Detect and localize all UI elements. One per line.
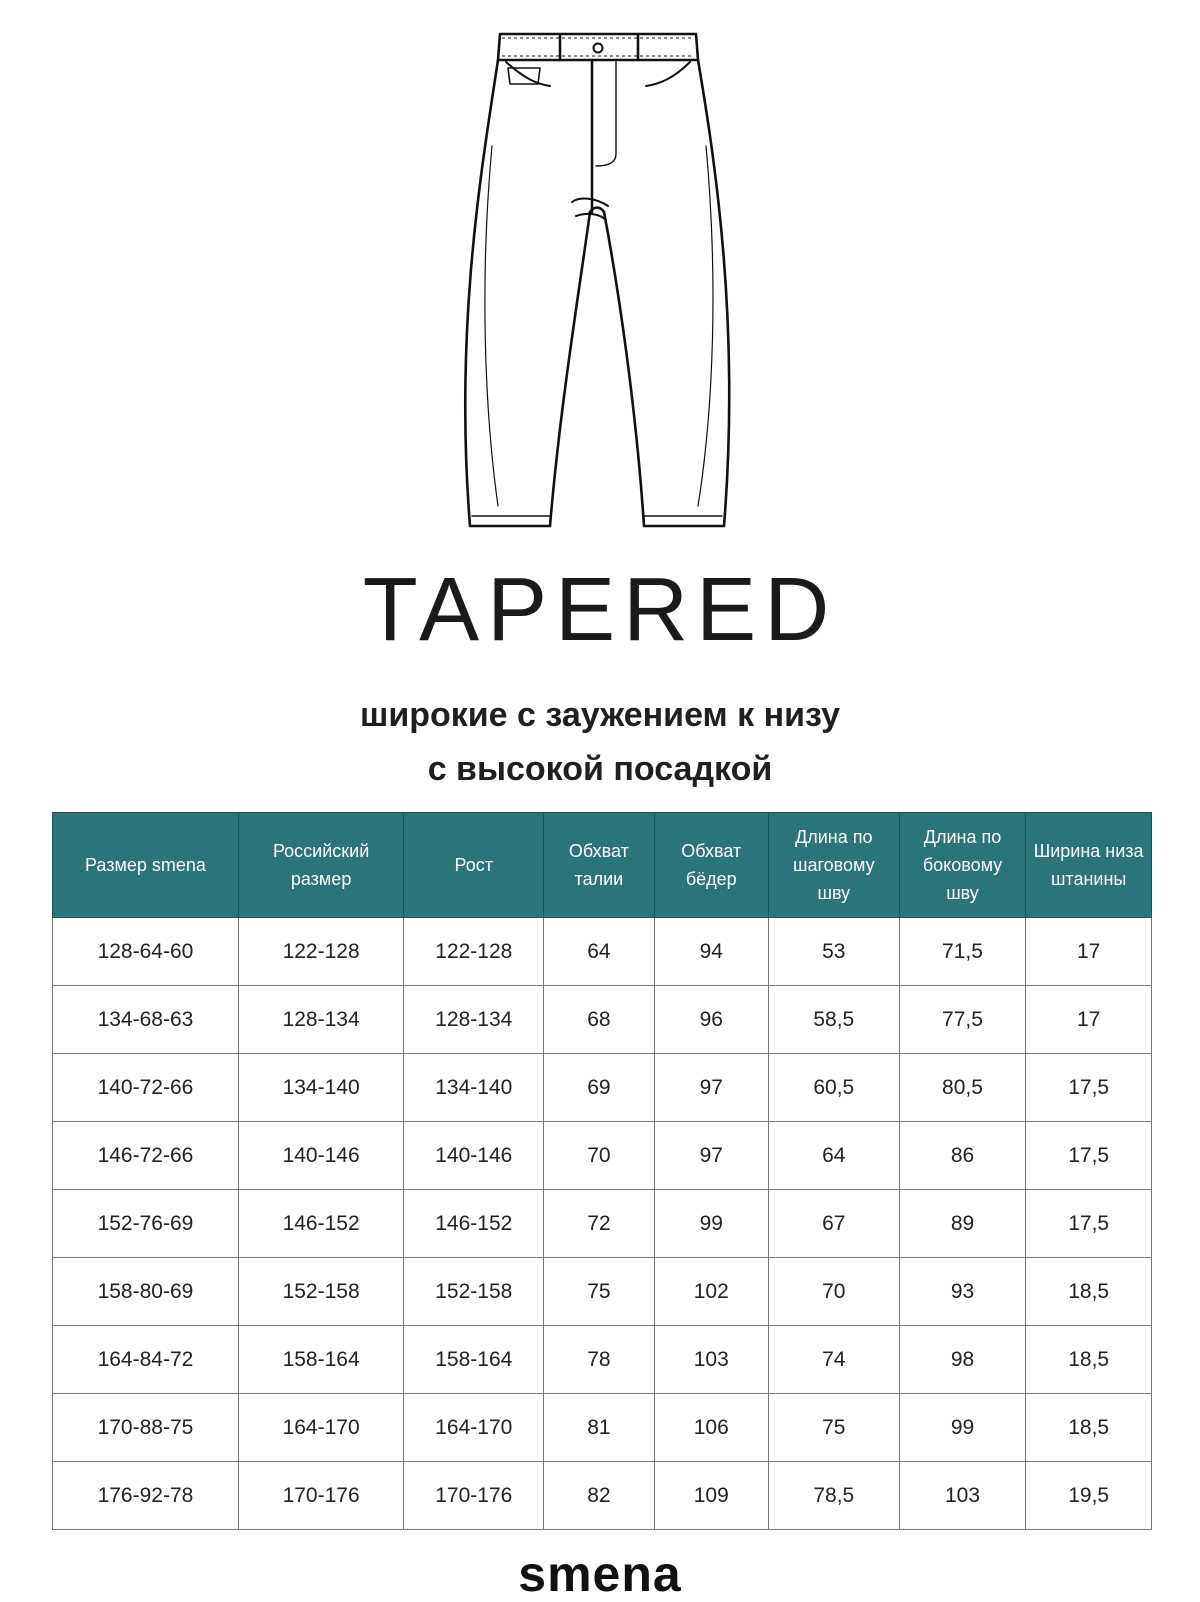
table-cell: 71,5 [899,918,1026,986]
table-cell: 60,5 [768,1054,899,1122]
table-cell: 17 [1026,918,1152,986]
table-cell: 99 [654,1190,768,1258]
table-cell: 158-164 [238,1326,403,1394]
table-cell: 77,5 [899,986,1026,1054]
table-cell: 102 [654,1258,768,1326]
table-cell: 82 [544,1462,654,1530]
table-cell: 158-80-69 [53,1258,239,1326]
column-header: Ширина низа штанины [1026,813,1152,918]
table-cell: 109 [654,1462,768,1530]
table-cell: 67 [768,1190,899,1258]
table-row [53,918,1152,986]
table-cell: 18,5 [1026,1394,1152,1462]
table-row [53,1122,1152,1190]
table-cell: 140-146 [404,1122,544,1190]
column-header: Обхват бёдер [654,813,768,918]
brand-logo: smena [518,1546,682,1602]
table-cell: 70 [544,1122,654,1190]
table-cell: 17,5 [1026,1054,1152,1122]
table-cell: 128-134 [238,986,403,1054]
tapered-pants-icon [440,26,760,546]
table-cell: 176-92-78 [53,1462,239,1530]
table-cell: 98 [899,1326,1026,1394]
table-cell: 64 [768,1122,899,1190]
table-cell: 75 [768,1394,899,1462]
table-cell: 18,5 [1026,1326,1152,1394]
size-table-container [52,812,1152,1530]
table-cell: 152-158 [404,1258,544,1326]
table-row [53,1462,1152,1530]
table-cell: 68 [544,986,654,1054]
column-header: Длина по шаговому шву [768,813,899,918]
table-cell: 69 [544,1054,654,1122]
table-cell: 146-152 [238,1190,403,1258]
table-cell: 97 [654,1054,768,1122]
table-cell: 140-146 [238,1122,403,1190]
table-cell: 164-170 [238,1394,403,1462]
table-cell: 134-140 [404,1054,544,1122]
table-cell: 170-176 [238,1462,403,1530]
table-cell: 170-176 [404,1462,544,1530]
table-cell: 18,5 [1026,1258,1152,1326]
column-header: Обхват талии [544,813,654,918]
table-row [53,986,1152,1054]
table-cell: 128-134 [404,986,544,1054]
table-cell: 99 [899,1394,1026,1462]
table-cell: 75 [544,1258,654,1326]
column-header: Длина по боковому шву [899,813,1026,918]
table-cell: 81 [544,1394,654,1462]
table-cell: 134-68-63 [53,986,239,1054]
table-cell: 103 [899,1462,1026,1530]
table-header-row [53,813,1152,918]
table-cell: 17,5 [1026,1122,1152,1190]
table-cell: 72 [544,1190,654,1258]
table-cell: 128-64-60 [53,918,239,986]
table-row [53,1326,1152,1394]
table-cell: 97 [654,1122,768,1190]
table-cell: 164-170 [404,1394,544,1462]
column-header: Размер smena [53,813,239,918]
table-cell: 19,5 [1026,1462,1152,1530]
table-cell: 64 [544,918,654,986]
column-header: Рост [404,813,544,918]
table-cell: 78 [544,1326,654,1394]
size-table [52,812,1152,1530]
table-cell: 70 [768,1258,899,1326]
table-cell: 96 [654,986,768,1054]
table-cell: 164-84-72 [53,1326,239,1394]
column-header: Российский размер [238,813,403,918]
table-cell: 74 [768,1326,899,1394]
subtitle-line-1: широкие с заужением к низу [359,696,841,734]
table-cell: 146-72-66 [53,1122,239,1190]
table-cell: 58,5 [768,986,899,1054]
table-row [53,1394,1152,1462]
page-subtitle [0,688,1200,796]
table-cell: 122-128 [404,918,544,986]
table-cell: 152-76-69 [53,1190,239,1258]
table-row [53,1258,1152,1326]
table-cell: 152-158 [238,1258,403,1326]
table-cell: 106 [654,1394,768,1462]
table-cell: 122-128 [238,918,403,986]
table-cell: 140-72-66 [53,1054,239,1122]
table-cell: 17 [1026,986,1152,1054]
table-cell: 146-152 [404,1190,544,1258]
table-cell: 17,5 [1026,1190,1152,1258]
table-cell: 170-88-75 [53,1394,239,1462]
table-row [53,1054,1152,1122]
table-cell: 103 [654,1326,768,1394]
table-cell: 134-140 [238,1054,403,1122]
table-cell: 78,5 [768,1462,899,1530]
table-cell: 86 [899,1122,1026,1190]
table-cell: 94 [654,918,768,986]
table-cell: 80,5 [899,1054,1026,1122]
table-cell: 93 [899,1258,1026,1326]
page-title: TAPERED [362,560,838,660]
subtitle-line-2: с высокой посадкой [427,750,773,788]
table-row [53,1190,1152,1258]
table-cell: 158-164 [404,1326,544,1394]
table-cell: 53 [768,918,899,986]
table-cell: 89 [899,1190,1026,1258]
